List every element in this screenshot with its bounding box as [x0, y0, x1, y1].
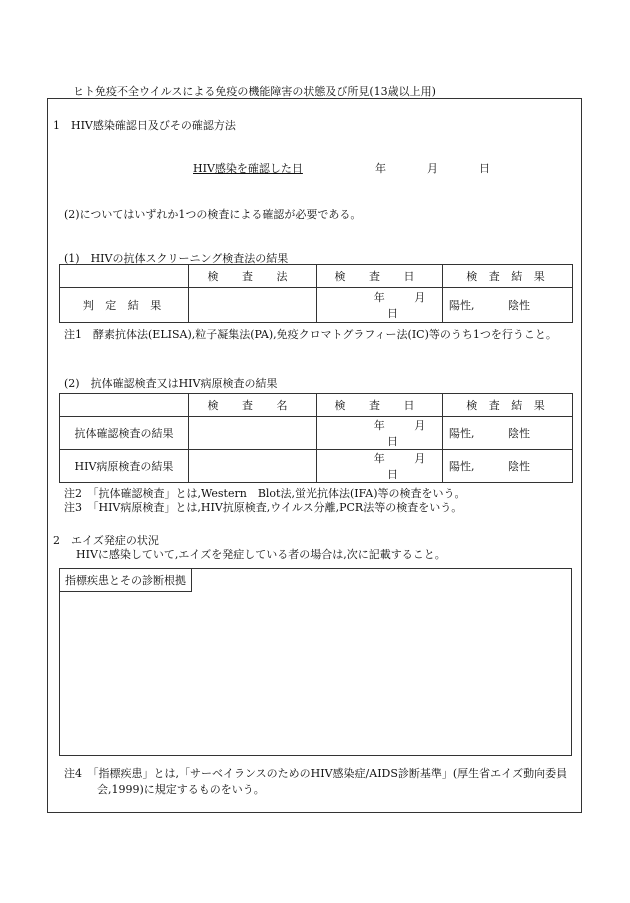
test-name-header: 検 査 名	[189, 394, 317, 417]
date-header: 検 査 日	[317, 394, 443, 417]
table-row	[60, 288, 573, 323]
antibody-date-cell[interactable]: 年 月 日	[317, 417, 443, 450]
required-note: (2)についてはいずれか1つの検査による確認が必要である。	[64, 208, 362, 221]
confirm-day-label: 日	[479, 162, 490, 175]
indicator-disease-label: 指標疾患とその診断根拠	[60, 569, 192, 592]
pathogen-date-cell[interactable]: 年 月 日	[317, 450, 443, 483]
table-row	[60, 265, 573, 288]
judgment-label: 判 定 結 果	[60, 288, 189, 323]
confirm-date-line[interactable]	[193, 160, 490, 176]
confirm-month-label: 月	[427, 162, 438, 175]
pathogen-test-name-cell[interactable]	[189, 450, 317, 483]
pathogen-test-label: HIV病原検査の結果	[60, 450, 189, 483]
negative-option[interactable]: 陰性	[508, 460, 530, 473]
note4: 注4 「指標疾患」とは,「サーベイランスのためのHIV感染症/AIDS診断基準」(厚生省エイズ動向委員会,1999)に規定するものをいう。	[64, 767, 568, 796]
screening-table	[59, 264, 573, 323]
screening-result-cell[interactable]	[443, 288, 573, 323]
negative-option[interactable]: 陰性	[508, 427, 530, 440]
pathogen-result-cell[interactable]	[443, 450, 573, 483]
indicator-disease-box[interactable]	[59, 568, 572, 756]
antibody-test-name-cell[interactable]	[189, 417, 317, 450]
method-header: 検 査 法	[189, 265, 317, 288]
table-row	[60, 417, 573, 450]
section2-heading: 2 エイズ発症の状況	[53, 534, 159, 547]
sub1-heading: (1) HIVの抗体スクリーニング検査法の結果	[64, 252, 289, 265]
table-row	[60, 394, 573, 417]
negative-option[interactable]: 陰性	[508, 299, 530, 312]
table-row	[60, 450, 573, 483]
note3: 注3 「HIV病原検査」とは,HIV抗原検査,ウイルス分離,PCR法等の検査をいう。	[64, 501, 463, 514]
positive-option[interactable]: 陽性,	[449, 460, 475, 473]
sub2-heading: (2) 抗体確認検査又はHIV病原検査の結果	[64, 377, 278, 390]
section1-heading: 1 HIV感染確認日及びその確認方法	[53, 119, 236, 132]
note1: 注1 酵素抗体法(ELISA),粒子凝集法(PA),免疫クロマトグラフィー法(IC)等のうち1つを行うこと。	[64, 328, 557, 341]
screening-method-cell[interactable]	[189, 288, 317, 323]
screening-date-cell[interactable]: 年 月 日	[317, 288, 443, 323]
antibody-result-cell[interactable]	[443, 417, 573, 450]
section2-instruction: HIVに感染していて,エイズを発症している者の場合は,次に記載すること。	[76, 548, 446, 561]
page-title: ヒト免疫不全ウイルスによる免疫の機能障害の状態及び所見(13歳以上用)	[73, 85, 436, 98]
result-header: 検 査 結 果	[443, 394, 573, 417]
positive-option[interactable]: 陽性,	[449, 299, 475, 312]
blank-header-cell	[60, 265, 189, 288]
blank-header-cell	[60, 394, 189, 417]
note2: 注2 「抗体確認検査」とは,Western Blot法,蛍光抗体法(IFA)等の検査をいう。	[64, 487, 466, 500]
confirm-year-label: 年	[375, 162, 386, 175]
confirmation-table	[59, 393, 573, 483]
confirm-date-label: HIV感染を確認した日	[193, 162, 303, 175]
antibody-confirm-label: 抗体確認検査の結果	[60, 417, 189, 450]
positive-option[interactable]: 陽性,	[449, 427, 475, 440]
result-header: 検 査 結 果	[443, 265, 573, 288]
date-header: 検 査 日	[317, 265, 443, 288]
